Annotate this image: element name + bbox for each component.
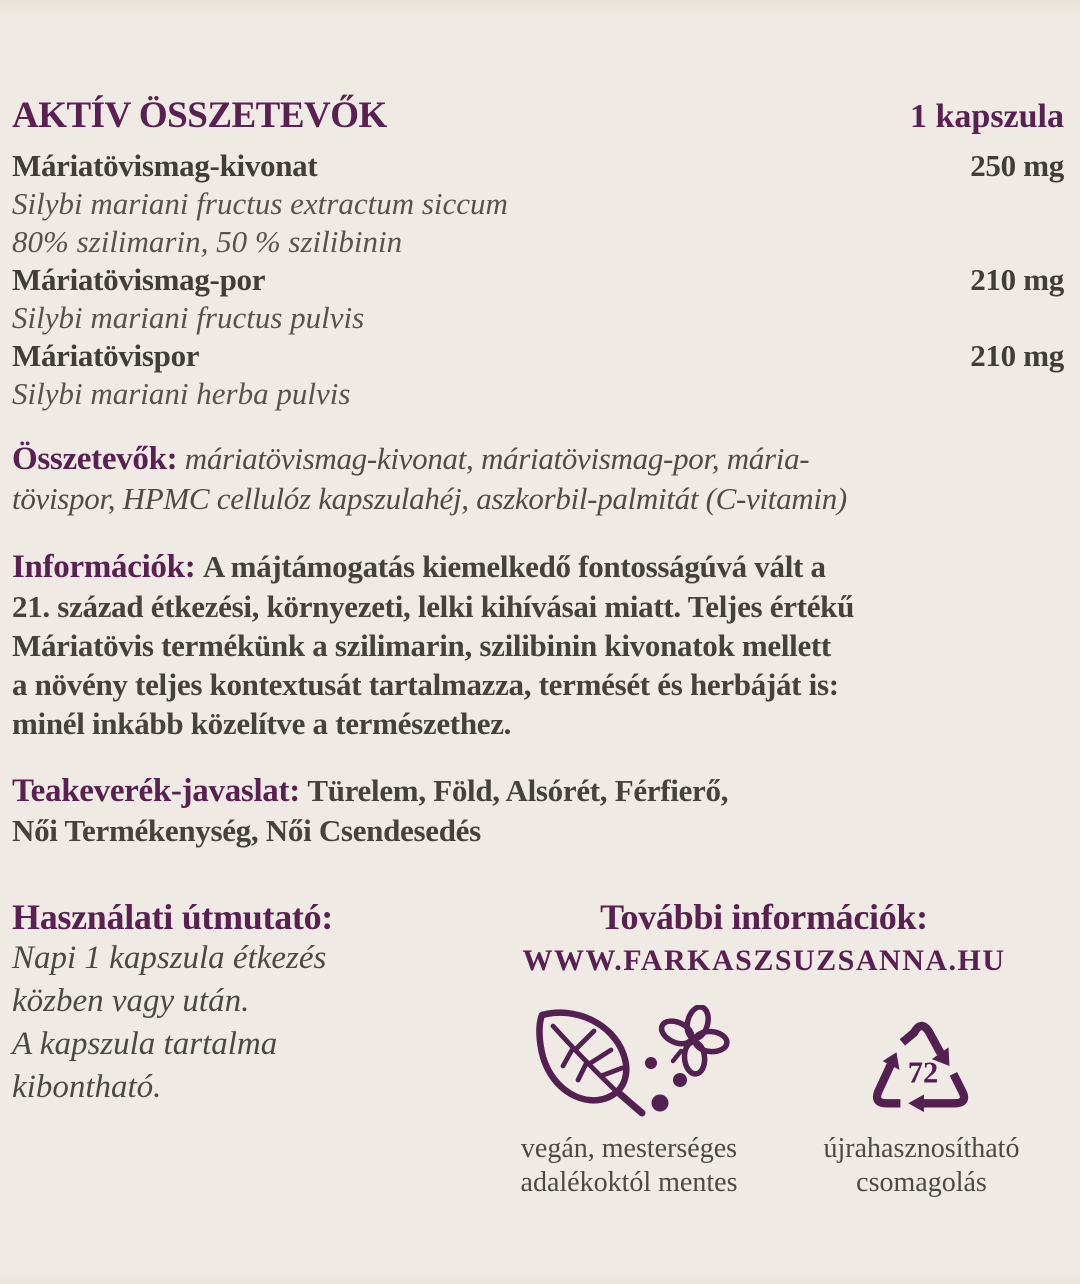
ingredients-text: máriatövismag-kivonat, máriatövismag-por, mária-	[184, 441, 810, 476]
latin-name: Silybi mariani fructus pulvis	[12, 300, 365, 335]
ingredients-line	[12, 439, 1064, 479]
badge-grid	[477, 1005, 1052, 1200]
vegan-caption	[521, 1132, 738, 1200]
ingredient-amount: 250 mg	[970, 148, 1064, 183]
serving-column-header: 1 kapszula	[910, 98, 1064, 135]
flower-glyph	[658, 1005, 728, 1075]
standardization-note: 80% szilimarin, 50 % szilibinin	[12, 224, 403, 259]
website-url: WWW.FARKASZSUZSANNA.HU	[522, 944, 1006, 977]
ingredient-name: Máriatövismag-por	[12, 262, 266, 297]
information-line: 21. század étkezési, környezeti, lelki kihívásai miatt. Teljes értékű	[12, 589, 855, 624]
ingredient-amount: 210 mg	[970, 262, 1064, 297]
table-row	[12, 261, 1064, 299]
usage-line: A kapszula tartalma	[12, 1026, 278, 1062]
table-row	[12, 337, 1064, 375]
tea-blend-line	[12, 771, 1064, 811]
usage-heading: Használati útmutató:	[12, 897, 333, 937]
more-info-column	[464, 897, 1064, 1200]
usage-line: közben vagy után.	[12, 983, 250, 1019]
caption-line: újrahasznosítható	[823, 1133, 1020, 1164]
tea-blend-paragraph	[12, 771, 1064, 851]
recyclable-caption	[824, 1132, 1020, 1200]
facts-header	[12, 94, 1064, 137]
usage-line: Napi 1 kapszula étkezés	[12, 940, 327, 976]
information-line: a növény teljes kontextusát tartalmazza, termését és herbáját is:	[12, 667, 839, 702]
information-paragraph	[12, 547, 1064, 743]
vegan-leaf-berries-icon	[523, 1005, 735, 1120]
information-line: minél inkább közelítve a természethez.	[12, 706, 512, 741]
information-line: Máriatövis termékünk a szilimarin, szilibinin kivonatok mellett	[12, 628, 831, 663]
ingredients-label: Összetevők:	[12, 441, 178, 477]
caption-line: csomagolás	[856, 1167, 987, 1198]
latin-name: Silybi mariani herba pulvis	[12, 376, 351, 411]
caption-line: adalékoktól mentes	[520, 1167, 738, 1198]
active-ingredients-heading: AKTÍV ÖSSZETEVŐK	[12, 95, 387, 136]
ingredient-name: Máriatövispor	[12, 338, 200, 373]
more-info-heading: További információk:	[600, 897, 928, 937]
recycle-code: 72	[907, 1055, 938, 1090]
caption-line: vegán, mesterséges	[520, 1133, 738, 1164]
information-label: Információk:	[12, 549, 196, 585]
ingredient-name: Máriatövismag-kivonat	[12, 148, 318, 183]
bottom-section	[12, 897, 1064, 1200]
information-line	[12, 547, 1064, 587]
recycle-triangle-icon	[863, 1012, 981, 1120]
tea-blend-text: Türelem, Föld, Alsórét, Férfierő,	[307, 773, 729, 808]
latin-name: Silybi mariani fructus extractum siccum	[12, 186, 508, 221]
information-text: A májtámogatás kiemelkedő fontosságúvá vált a	[202, 549, 826, 584]
usage-instructions	[12, 897, 464, 1200]
ingredients-paragraph	[12, 439, 1064, 519]
ingredient-amount: 210 mg	[970, 338, 1064, 373]
tea-blend-line: Női Termékenység, Női Csendesedés	[12, 813, 481, 848]
tea-blend-label: Teakeverék-javaslat:	[12, 773, 300, 809]
supplement-facts-table	[12, 147, 1064, 413]
ingredients-line: tövispor, HPMC cellulóz kapszulahéj, aszkorbil-palmitát (C-vitamin)	[12, 481, 847, 516]
table-row	[12, 147, 1064, 185]
usage-line: kibontható.	[12, 1069, 162, 1105]
